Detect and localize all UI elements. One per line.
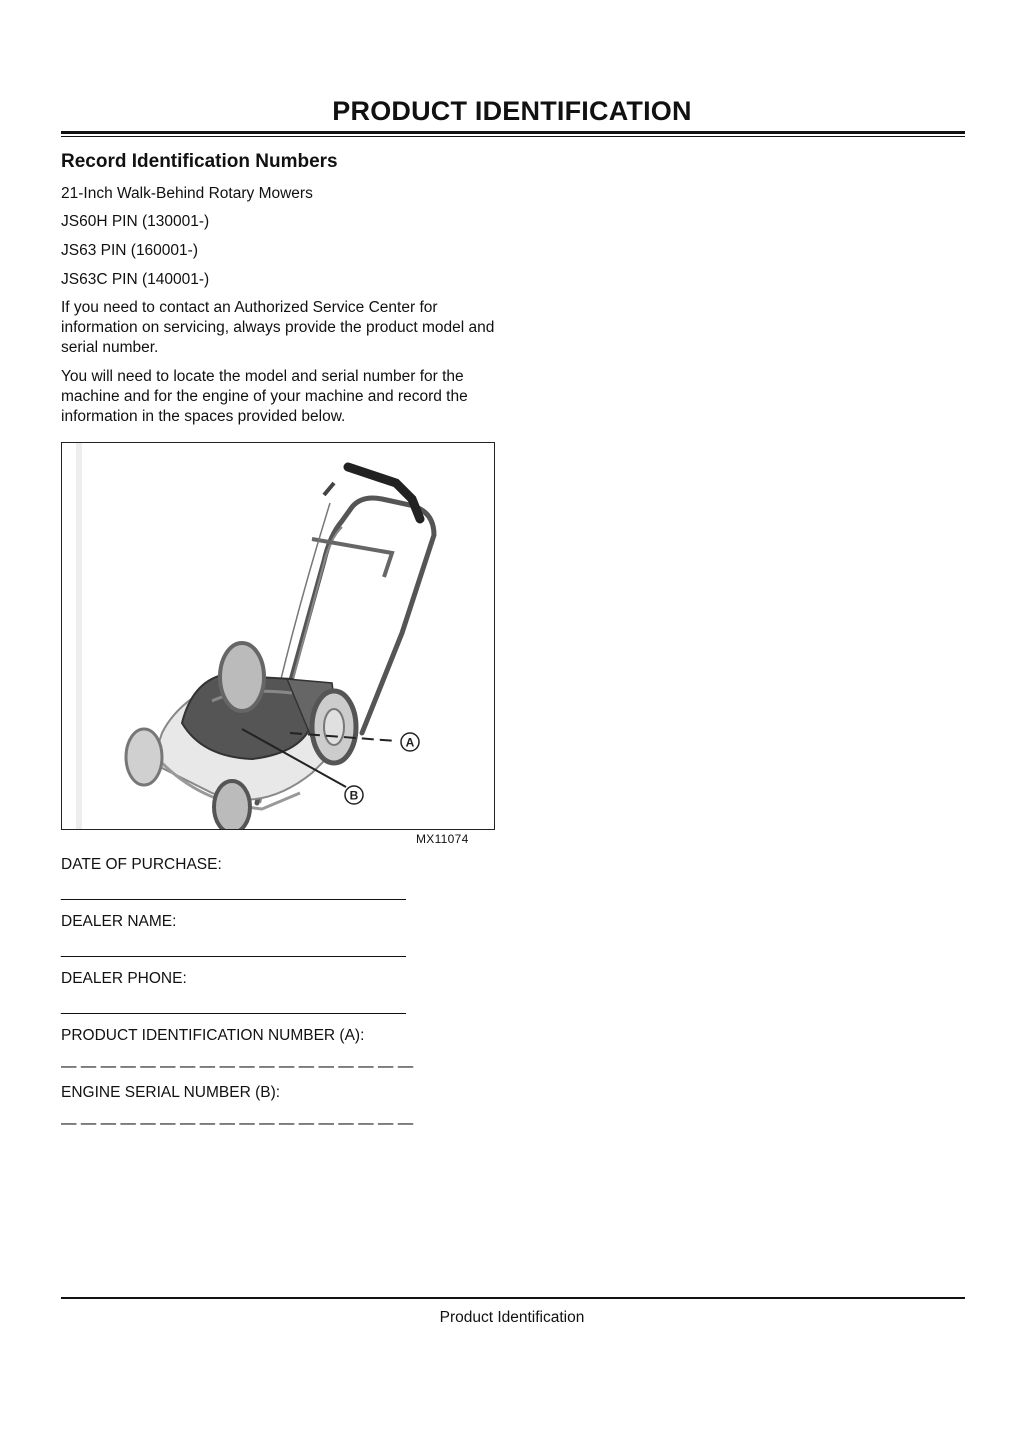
contact-service-paragraph: If you need to contact an Authorized Service Center for information on servicing, always provide the product model and serial number. <box>61 299 495 356</box>
control-cable <box>280 503 330 683</box>
mower-illustration <box>61 442 495 830</box>
page-title: PRODUCT IDENTIFICATION <box>332 96 692 126</box>
pin-line: — — — — — — — — — — — — — — — — — — <box>61 1058 414 1075</box>
callout-a-label: A <box>405 735 415 750</box>
rear-wheel-hub <box>324 709 344 745</box>
figure-caption: MX11074 <box>416 832 469 846</box>
model-js63c-text: JS63C PIN (140001-) <box>61 271 210 288</box>
engine-serial-line: — — — — — — — — — — — — — — — — — — <box>61 1115 414 1132</box>
model-js63-text: JS63 PIN (160001-) <box>61 242 198 259</box>
model-js60h-text: JS60H PIN (130001-) <box>61 213 210 230</box>
locate-serial-paragraph: You will need to locate the model and serial number for the machine and for the engine of your machine and record the information in the spaces provided below. <box>61 368 468 425</box>
purchase-date-label: DATE OF PURCHASE: <box>61 856 222 873</box>
control-lever <box>324 483 334 495</box>
front-wheel-left <box>126 729 162 785</box>
rear-wheel-left <box>220 643 264 711</box>
engine-serial-label: ENGINE SERIAL NUMBER (B): <box>61 1084 281 1101</box>
dealer-name-line: ________________________________________ <box>61 941 406 958</box>
dealer-phone-label: DEALER PHONE: <box>61 970 187 987</box>
mower-drawing <box>62 443 494 829</box>
pin-label: PRODUCT IDENTIFICATION NUMBER (A): <box>61 1027 365 1044</box>
callout-b-label: B <box>349 788 359 803</box>
mower-type-text: 21-Inch Walk-Behind Rotary Mowers <box>61 185 313 202</box>
header-rule-thin <box>61 136 965 137</box>
purchase-date-line: ________________________________________ <box>61 884 406 901</box>
page-footer: Product Identification <box>439 1309 585 1326</box>
handle-grip <box>348 467 420 519</box>
section-heading: Record Identification Numbers <box>61 151 338 172</box>
dealer-phone-line: ________________________________________ <box>61 998 406 1015</box>
footer-rule <box>61 1297 965 1299</box>
figure-shading <box>76 443 82 829</box>
dealer-name-label: DEALER NAME: <box>61 913 177 930</box>
front-wheel-right <box>214 781 250 829</box>
header-rule-thick <box>61 131 965 134</box>
